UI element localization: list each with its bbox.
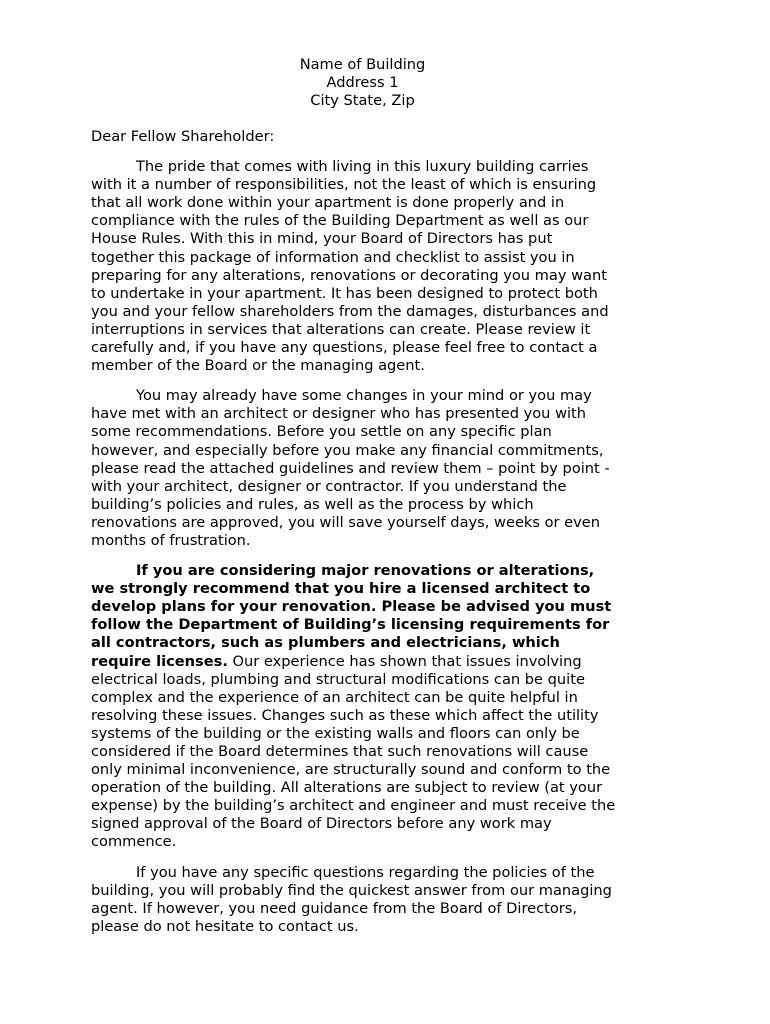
paragraph-line xyxy=(91,423,643,441)
text-segment: complex and the experience of an architect can be quite helpful in xyxy=(91,688,578,706)
paragraph-line xyxy=(91,496,643,514)
text-segment: interruptions in services that alterations can create. Please review it xyxy=(91,320,591,338)
paragraph-line xyxy=(91,707,643,725)
paragraph-line xyxy=(91,616,643,634)
paragraph-line xyxy=(91,478,643,496)
text-segment: renovations are approved, you will save yourself days, weeks or even xyxy=(91,513,601,531)
text-segment: with your architect, designer or contractor. If you understand the xyxy=(91,477,567,495)
paragraph-line xyxy=(91,671,643,689)
text-segment: commence. xyxy=(91,833,177,851)
text-segment: The pride that comes with living in this luxury building carries xyxy=(136,158,589,176)
paragraph-line xyxy=(91,725,643,743)
text-segment: that all work done within your apartment is done properly and in xyxy=(91,194,565,212)
paragraph xyxy=(91,387,643,550)
text-segment: preparing for any alterations, renovations or decorating you may want xyxy=(91,266,607,284)
building-name: Name of Building xyxy=(299,56,426,73)
text-segment: electrical loads, plumbing and structural modifications can be quite xyxy=(91,670,585,688)
bold-text: require licenses. xyxy=(91,652,228,670)
text-segment: agent. If however, you need guidance from the Board of Directors, xyxy=(91,899,578,917)
paragraph-line xyxy=(91,634,643,652)
text-segment: Our experience has shown that issues involving xyxy=(227,652,582,670)
paragraph-line xyxy=(91,176,643,194)
paragraph-line xyxy=(91,460,643,478)
letter-body xyxy=(91,128,643,948)
paragraph-line xyxy=(91,194,643,212)
text-segment: compliance with the rules of the Building Department as well as our xyxy=(91,212,589,230)
paragraph-line xyxy=(91,158,643,176)
text-segment: signed approval of the Board of Directors before any work may xyxy=(91,815,552,833)
paragraph-line xyxy=(91,514,643,532)
paragraph xyxy=(91,864,643,936)
text-segment: member of the Board or the managing agent. xyxy=(91,357,425,375)
paragraph-line xyxy=(91,267,643,285)
paragraph xyxy=(91,158,643,375)
salutation: Dear Fellow Shareholder: xyxy=(91,128,275,145)
text-segment: building, you will probably find the quickest answer from our managing xyxy=(91,881,612,899)
paragraph-line xyxy=(91,249,643,267)
text-segment: considered if the Board determines that such renovations will cause xyxy=(91,743,589,760)
paragraph-line xyxy=(91,562,643,580)
city-state-zip: City State, Zip xyxy=(310,92,415,110)
text-segment: months of frustration. xyxy=(91,531,251,549)
text-segment: please do not hesitate to contact us. xyxy=(91,917,359,935)
paragraph-line xyxy=(91,212,643,230)
text-segment: some recommendations. Before you settle on any specific plan xyxy=(91,423,552,441)
paragraph-line xyxy=(91,833,643,851)
paragraph xyxy=(91,562,643,852)
paragraph-line xyxy=(91,882,643,900)
paragraph-line xyxy=(91,532,643,550)
text-segment: expense) by the building’s architect and engineer and must receive the xyxy=(91,797,616,815)
bold-text: all contractors, such as plumbers and electricians, which xyxy=(91,634,560,652)
text-segment: carefully and, if you have any questions, please feel free to contact a xyxy=(91,339,598,357)
bold-text: follow the Department of Building’s licensing requirements for xyxy=(91,616,610,634)
text-segment: together this package of information and checklist to assist you in xyxy=(91,248,575,266)
bold-text: If you are considering major renovations or alterations, xyxy=(136,562,595,580)
paragraph-line xyxy=(91,743,643,761)
bold-text: we strongly recommend that you hire a licensed architect to xyxy=(91,580,591,598)
paragraph-line xyxy=(91,405,643,423)
text-segment: to undertake in your apartment. It has been designed to protect both xyxy=(91,284,598,302)
paragraph-line xyxy=(91,442,643,460)
text-segment: have met with an architect or designer who has presented you with xyxy=(91,405,587,423)
bold-text: develop plans for your renovation. Please be advised you must xyxy=(91,598,612,616)
paragraph-line xyxy=(91,321,643,339)
paragraph-line xyxy=(91,230,643,248)
text-segment: however, and especially before you make any financial commitments, xyxy=(91,441,604,459)
text-segment: You may already have some changes in your mind or you may xyxy=(136,387,592,405)
text-segment: you and your fellow shareholders from the damages, disturbances and xyxy=(91,302,609,320)
paragraph-line xyxy=(91,598,643,616)
paragraph-line xyxy=(91,303,643,321)
paragraph-line xyxy=(91,918,643,936)
text-segment: systems of the building or the existing walls and floors can only be xyxy=(91,724,580,742)
text-segment: building’s policies and rules, as well as the process by which xyxy=(91,495,534,513)
paragraph-line xyxy=(91,580,643,598)
text-segment: resolving these issues. Changes such as these which affect the utility xyxy=(91,706,599,724)
paragraph-line xyxy=(91,689,643,707)
paragraph-line xyxy=(91,761,643,779)
text-segment: please read the attached guidelines and review them – point by point - xyxy=(91,459,610,477)
paragraph-line xyxy=(91,285,643,303)
paragraph-line xyxy=(91,387,643,405)
text-segment: If you have any specific questions regarding the policies of the xyxy=(136,863,595,881)
paragraph-line xyxy=(91,779,643,797)
paragraph-line xyxy=(91,357,643,375)
letterhead xyxy=(0,56,725,110)
paragraph-line xyxy=(91,797,643,815)
letter-paragraphs xyxy=(91,158,643,936)
text-segment: House Rules. With this in mind, your Board of Directors has put xyxy=(91,230,553,248)
text-segment: only minimal inconvenience, are structurally sound and conform to the xyxy=(91,761,611,779)
paragraph-line xyxy=(91,900,643,918)
paragraph-line xyxy=(91,815,643,833)
paragraph-line xyxy=(91,653,643,671)
address-line: Address 1 xyxy=(326,74,399,92)
text-segment: operation of the building. All alterations are subject to review (at your xyxy=(91,779,603,797)
text-segment: with it a number of responsibilities, not the least of which is ensuring xyxy=(91,176,597,194)
paragraph-line xyxy=(91,339,643,357)
paragraph-line xyxy=(91,864,643,882)
